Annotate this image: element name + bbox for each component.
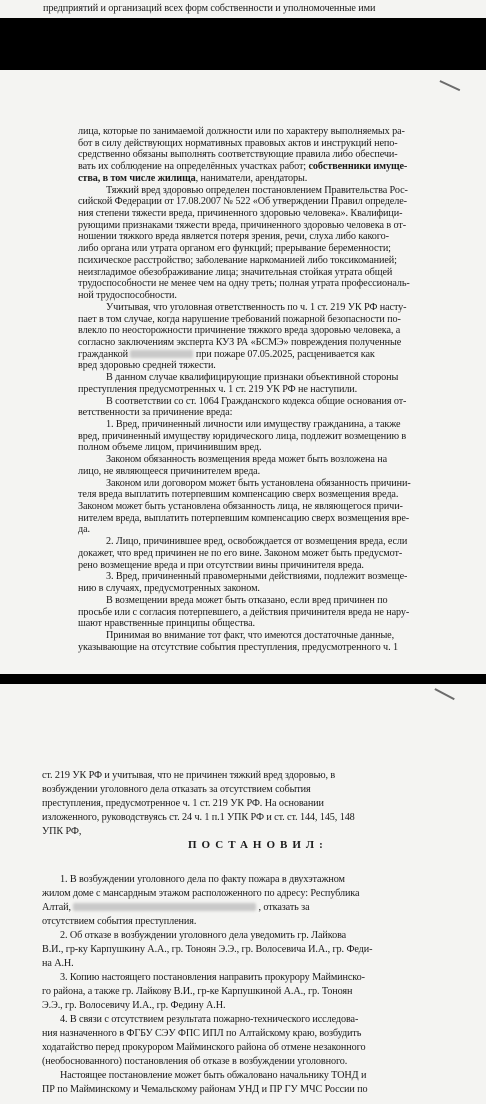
- text-line: [78, 231, 389, 242]
- text-segment: Законом может быть установлена обязанность лица, не являющегося причи-: [78, 501, 403, 513]
- text-line: [106, 536, 407, 547]
- text-segment: Принимая во внимание тот факт, что имеются достаточные данные,: [106, 629, 395, 641]
- text-line: [78, 196, 407, 207]
- text-line: [60, 1070, 366, 1081]
- text-segment: 3. Копию настоящего постановления направить прокурору Майминско-: [60, 972, 365, 983]
- text-segment: отсутствием события преступления.: [42, 916, 197, 927]
- text-segment: ния назначенного в ФГБУ СЭУ ФПС ИПЛ по Алтайскому краю, возбудить: [42, 1028, 362, 1039]
- text-segment: Э.Э., гр. Волосевичу И.А., гр. Федину А.Н.: [42, 1000, 226, 1011]
- redacted-text: [130, 350, 193, 358]
- text-segment: нителем вреда, выплатить потерпевшим компенсацию сверх возмещения вре-: [78, 512, 410, 524]
- text-line: [60, 930, 346, 941]
- text-line: [78, 489, 398, 500]
- text-line: [78, 173, 307, 184]
- text-segment: В соответствии со ст. 1064 Гражданского кодекса общие основания от-: [106, 395, 407, 407]
- text-line: [78, 466, 260, 477]
- text-line: [106, 396, 406, 407]
- text-segment: Настоящее постановление может быть обжаловано начальнику ТОНД и: [60, 1070, 367, 1081]
- text-line: [78, 583, 260, 594]
- text-line: [78, 149, 398, 160]
- text-line: [78, 548, 402, 559]
- text-line: [78, 314, 401, 325]
- redacted-text: [73, 903, 256, 911]
- text-line: [42, 826, 81, 837]
- text-line: [78, 337, 401, 348]
- text-line: [106, 302, 406, 313]
- text-segment: 1. В возбуждении уголовного дела по факту пожара в двухэтажном: [60, 874, 345, 885]
- text-line: [42, 958, 74, 969]
- text-line: [60, 972, 365, 983]
- text-segment: согласно заключениям эксперта КУЗ РА «БСМЭ» повреждения полученные: [78, 336, 402, 348]
- text-line: [106, 571, 407, 582]
- text-segment: гражданкой: [78, 348, 131, 360]
- text-segment: при пожаре 07.05.2025, расценивается как: [193, 348, 375, 360]
- text-line: [60, 874, 345, 885]
- text-line: [78, 431, 406, 442]
- text-line: [42, 1028, 361, 1039]
- text-segment: на А.Н.: [42, 958, 74, 969]
- text-segment: ст. 219 УК РФ и учитывая, что не причинен тяжкий вред здоровью, в: [42, 770, 336, 781]
- text-line: [42, 1042, 365, 1053]
- text-segment: бот в силу действующих нормативных правовых актов и инструкций непо-: [78, 137, 398, 149]
- text-segment: 1. Вред, причиненный личности или имуществу гражданина, а также: [106, 419, 401, 430]
- text-segment: просьбе или с согласия потерпевшего, а действия причинителя вреда не нару-: [78, 606, 410, 618]
- text-segment: Учитывая, что уголовная ответственность по ч. 1 ст. 219 УК РФ насту-: [106, 301, 407, 313]
- text-line: [78, 126, 405, 137]
- text-segment: полном объеме лицом, причинившим вред.: [78, 442, 262, 454]
- text-line: [60, 1014, 358, 1025]
- text-line: [78, 524, 90, 535]
- text-line: [78, 407, 232, 418]
- text-segment: рено возмещение вреда и при отсутствии вины причинителя вреда.: [78, 559, 364, 571]
- text-line: [106, 372, 398, 383]
- text-line: [78, 255, 397, 266]
- text-segment: ПР по Майминскому и Чемальскому районам УНД и ПР ГУ МЧС России по: [42, 1084, 368, 1095]
- text-segment: лица, которые по занимаемой должности или по характеру выполняемых ра-: [78, 126, 405, 137]
- text-segment: средственно обязаны выполнять соответствующие правила либо обеспечи-: [78, 149, 398, 161]
- text-line: [78, 442, 261, 453]
- document-page-1: [0, 0, 486, 18]
- text-line: [42, 798, 324, 809]
- text-line: [106, 595, 388, 606]
- text-segment: указывающие на отсутствие события преступления, предусмотренного ч. 1: [78, 641, 398, 653]
- text-segment: сийской Федерации от 17.08.2007 № 522 «Об утверждении Правил определе-: [78, 196, 407, 208]
- text-line: предприятий и организаций всех форм собственности и уполномоченные ими: [43, 3, 376, 14]
- text-segment: изложенного, руководствуясь ст. 24 ч. 1 п.1 УПК РФ и ст. ст. 144, 145, 148: [42, 812, 355, 823]
- text-line: [78, 642, 398, 653]
- text-segment: ния степени тяжести вреда, причиненного здоровью человека». Квалифици-: [78, 208, 403, 220]
- text-line: [106, 478, 411, 489]
- text-segment: ношении тяжкого вреда является потеря зрения, речи, слуха либо какого-: [78, 231, 389, 243]
- text-segment: Тяжкий вред здоровью определен постановлением Правительства Рос-: [106, 184, 408, 196]
- text-segment: либо органа или утрата органом его функций; прерывание беременности;: [78, 243, 391, 255]
- text-line: [42, 944, 372, 955]
- text-segment: неизгладимое обезображивание лица; значительная стойкая утрата общей: [78, 266, 393, 278]
- text-segment: Алтай,: [42, 902, 74, 913]
- text-line: [42, 812, 355, 823]
- text-line: [78, 607, 409, 618]
- text-line: [106, 419, 400, 430]
- text-segment: ной трудоспособности.: [78, 290, 177, 302]
- text-segment: (необоснованного) постановления об отказе в возбуждении уголовного.: [42, 1056, 348, 1067]
- text-line: [42, 1000, 225, 1011]
- text-line: [78, 278, 410, 289]
- text-line: [42, 1084, 368, 1095]
- text-segment: докажет, что вред причинен не по его вине. Законом может быть предусмот-: [78, 547, 403, 559]
- text-line: [42, 1056, 347, 1067]
- text-segment: лицо, не являющееся причинителем вреда.: [78, 465, 261, 477]
- text-line: [78, 208, 402, 219]
- document-page-3: [0, 684, 486, 1104]
- text-line: [42, 784, 311, 795]
- text-line: [106, 185, 408, 196]
- text-line: [78, 161, 407, 172]
- text-segment: возбуждении уголовного дела отказать за отсутствием события: [42, 784, 311, 795]
- text-segment: да.: [78, 524, 90, 536]
- text-line: [78, 360, 216, 371]
- text-line: [78, 384, 357, 395]
- text-segment: рующими признаками тяжести вреда, причиненного здоровью человека в от-: [78, 219, 407, 231]
- text-segment: психическое расстройство; заболевание наркоманией либо токсикоманией;: [78, 254, 397, 266]
- text-line: [78, 560, 364, 571]
- text-line: [78, 220, 406, 231]
- document-page-2: [0, 70, 486, 674]
- text-line: [78, 325, 400, 336]
- text-line: [78, 290, 177, 301]
- text-segment: В данном случае квалифицирующие признаки объективной стороны: [106, 372, 399, 384]
- text-line: [78, 513, 409, 524]
- text-line: [42, 888, 359, 899]
- text-segment: трудоспособности не менее чем на одну треть; полная утрата профессиональ-: [78, 278, 410, 290]
- text-segment: УПК РФ,: [42, 826, 82, 837]
- text-line: [78, 501, 403, 512]
- text-segment: нию в случаях, предусмотренных законом.: [78, 583, 260, 595]
- text-segment: В.И., гр-ку Карпушкину А.А., гр. Тоноян Э.Э., гр. Волосевича И.А., гр. Феди-: [42, 944, 373, 955]
- text-line: [42, 902, 310, 913]
- text-line: [78, 349, 375, 360]
- text-segment: вред, причиненный имуществу юридического лица, подлежит возмещению в: [78, 430, 407, 442]
- text-segment: теля вреда выплатить потерпевшим компенсацию сверх возмещения вреда.: [78, 489, 399, 501]
- text-segment: го района, а также гр. Лайкову В.И., гр-ке Карпушкиной А.А., гр. Тоноян: [42, 986, 353, 997]
- scan-mark: [440, 80, 461, 91]
- text-segment: преступления предусмотренных ч. 1 ст. 219 УК РФ не наступили.: [78, 383, 358, 395]
- text-segment: , отказать за: [256, 902, 310, 913]
- text-line: [106, 454, 387, 465]
- text-segment: пает в том случае, когда нарушение требований пожарной безопасности по-: [78, 313, 401, 325]
- text-segment: 4. В связи с отсутствием результата пожарно-технического исследова-: [60, 1014, 359, 1025]
- text-line: [42, 770, 335, 781]
- scan-mark: [435, 688, 455, 700]
- text-segment: вред здоровью средней тяжести.: [78, 360, 216, 372]
- text-line: [78, 267, 392, 278]
- bold-text: ства, в том числе жилища: [78, 172, 196, 184]
- text-line: [78, 243, 391, 254]
- text-line: [78, 138, 398, 149]
- text-segment: 2. Об отказе в возбуждении уголовного дела уведомить гр. Лайкова: [60, 930, 347, 941]
- text-segment: , наниматели, арендаторы.: [195, 172, 308, 184]
- text-segment: жилом доме с мансардным этажом расположенного по адресу: Республика: [42, 888, 360, 899]
- text-segment: В возмещении вреда может быть отказано, если вред причинен по: [106, 594, 388, 606]
- text-line: [42, 916, 196, 927]
- text-segment: 3. Вред, причиненный правомерными действиями, подлежит возмеще-: [106, 571, 408, 583]
- text-segment: ходатайство перед прокурором Майминского района об отмене незаконного: [42, 1042, 366, 1053]
- text-segment: ветственности за причинение вреда:: [78, 407, 233, 419]
- text-line: [78, 618, 255, 629]
- text-line: [106, 630, 394, 641]
- text-segment: вать их соблюдение на определённых участках работ;: [78, 161, 309, 173]
- text-segment: преступления, предусмотренное ч. 1 ст. 219 УК РФ. На основании: [42, 798, 324, 809]
- text-segment: Законом обязанность возмещения вреда может быть возложена на: [106, 454, 387, 466]
- text-segment: Законом или договором может быть установлена обязанность причини-: [106, 477, 411, 489]
- text-segment: влекло по неосторожности причинение тяжкого вреда здоровью человека, а: [78, 325, 401, 337]
- bold-text: собственники имуще-: [308, 161, 408, 173]
- text-line: [42, 986, 352, 997]
- document-heading: ПОСТАНОВИЛ:: [188, 839, 328, 851]
- text-segment: 2. Лицо, причинившее вред, освобождается от возмещения вреда, если: [106, 536, 408, 548]
- text-segment: шают нравственные принципы общества.: [78, 618, 255, 630]
